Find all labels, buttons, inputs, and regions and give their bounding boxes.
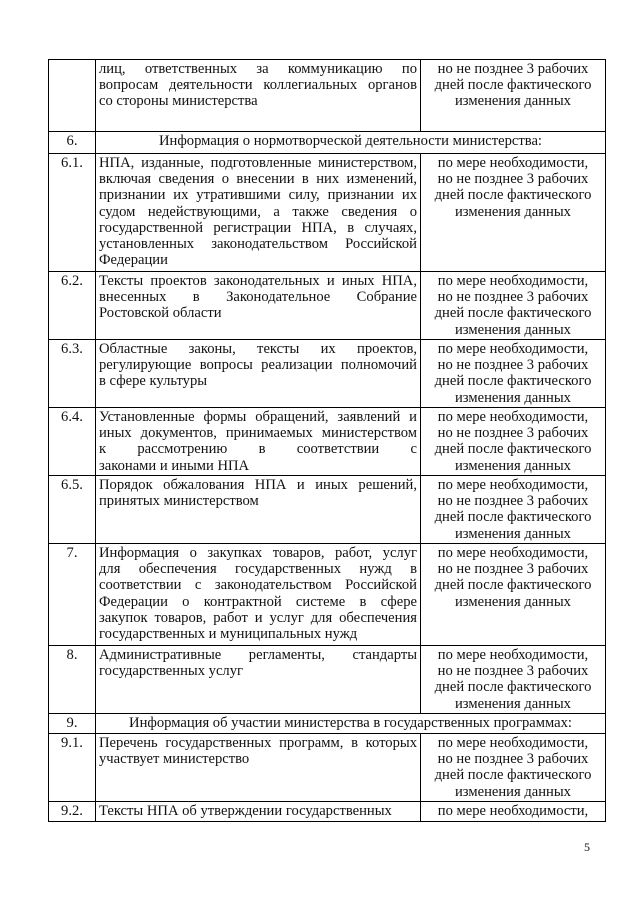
section-title: Информация об участии министерства в государственных программах: [96,714,606,734]
item-deadline [421,544,606,646]
description-line: государственных и муниципальных нужд [99,626,358,643]
item-description [96,734,421,802]
item-number: 6.5. [49,476,96,544]
description-line: Ростовской области [99,305,222,322]
description-line: Федерации [99,252,168,269]
description-line: признании их утратившими силу, признании их [99,187,417,204]
item-deadline [421,646,606,714]
description-line: принятых министерством [99,493,259,510]
section-title: Информация о нормотворческой деятельности министерства: [96,132,606,154]
item-deadline [421,340,606,408]
document-table [48,59,606,822]
table-row [49,60,606,132]
deadline-line: но не позднее 3 рабочих [437,289,589,306]
deadline-line: по мере необходимости, [437,155,589,171]
deadline-line: дней после фактического [434,767,592,784]
table-row [49,340,606,408]
item-number: 7. [49,544,96,646]
deadline-line: дней после фактического [434,679,592,696]
description-line: судом недействующими, а также сведения о [99,203,417,220]
item-description [96,340,421,408]
description-line: внесенных в Законодательное Собрание [99,289,417,306]
description-line: Перечень государственных программ, в которых [99,735,417,751]
table-row [49,734,606,802]
item-deadline [421,154,606,272]
description-line: закупок товаров, работ и услуг для обеспечения [99,609,417,626]
description-line: со стороны министерства [99,93,258,110]
item-description [96,544,421,646]
item-number: 9.1. [49,734,96,802]
deadline-line: но не позднее 3 рабочих [437,493,589,510]
description-line: государственной регистрации НПА, в случаях, [99,219,417,236]
deadline-line: изменения данных [455,593,571,610]
deadline-line: по мере необходимости, [437,735,589,751]
deadline-line: дней после фактического [434,305,592,322]
description-line: Тексты проектов законодательных и иных НПА, [99,273,417,289]
deadline-line: изменения данных [455,93,571,110]
deadline-line: но не позднее 3 рабочих [437,425,589,442]
description-line: участвует министерство [99,751,250,768]
description-line: Федерации о контрактной системе в сфере [99,593,417,610]
description-line: Областные законы, тексты их проектов, [99,341,417,357]
section-row [49,132,606,154]
deadline-line: по мере необходимости, [437,341,589,357]
description-line: Порядок обжалования НПА и иных решений, [99,477,417,493]
deadline-line: но не позднее 3 рабочих [437,61,589,77]
table-row [49,154,606,272]
description-line: лиц, ответственных за коммуникацию по [99,61,417,77]
table-row [49,646,606,714]
item-description [96,60,421,132]
item-description [96,154,421,272]
table-row [49,544,606,646]
deadline-line: но не позднее 3 рабочих [437,561,589,578]
deadline-line: изменения данных [455,695,571,712]
description-line: в сфере культуры [99,373,208,390]
section-row [49,714,606,734]
item-description [96,646,421,714]
deadline-line: дней после фактического [434,373,592,390]
deadline-line: по мере необходимости, [437,409,589,425]
deadline-line: изменения данных [455,389,571,406]
item-number: 9.2. [49,802,96,822]
description-line: законами и иными НПА [99,457,250,474]
item-description [96,408,421,476]
deadline-line: но не позднее 3 рабочих [437,751,589,768]
item-number: 6.1. [49,154,96,272]
description-line: к рассмотрению в соответствии с [99,441,417,458]
description-line: государственных услуг [99,663,243,680]
description-line: для обеспечения государственных нужд в [99,561,417,578]
page-number: 5 [584,840,590,854]
deadline-line: по мере необходимости, [437,545,589,561]
item-deadline [421,476,606,544]
table-row [49,802,606,822]
table-row [49,408,606,476]
deadline-line: по мере необходимости, [437,477,589,493]
deadline-line: но не позднее 3 рабочих [437,357,589,374]
description-line: Установленные формы обращений, заявлений и [99,409,417,425]
item-number: 6.3. [49,340,96,408]
deadline-line: изменения данных [455,457,571,474]
section-number: 6. [49,132,96,154]
item-number: 6.4. [49,408,96,476]
description-line: вопросам деятельности коллегиальных органов [99,77,417,94]
description-line: включая сведения о внесении в них изменений, [99,171,417,188]
deadline-line: но не позднее 3 рабочих [437,171,589,188]
description-line: НПА, изданные, подготовленные министерством, [99,155,417,171]
description-line: установленных законодательством Российской [99,236,417,253]
description-line: Информация о закупках товаров, работ, услуг [99,545,417,561]
item-deadline [421,408,606,476]
deadline-line: дней после фактического [434,577,592,594]
item-number: 6.2. [49,272,96,340]
deadline-line: изменения данных [455,203,571,220]
deadline-line: изменения данных [455,525,571,542]
item-deadline [421,272,606,340]
deadline-line: дней после фактического [434,77,592,94]
item-deadline [421,802,606,822]
item-description [96,476,421,544]
table-row [49,272,606,340]
table-row [49,476,606,544]
deadline-line: дней после фактического [434,441,592,458]
item-number [49,60,96,132]
item-number: 8. [49,646,96,714]
description-line: Тексты НПА об утверждении государственных [99,803,392,819]
deadline-line: по мере необходимости, [437,647,589,663]
description-line: регулирующие вопросы реализации полномочий [99,357,417,374]
item-description [96,802,421,822]
section-number: 9. [49,714,96,734]
item-deadline [421,60,606,132]
item-deadline [421,734,606,802]
item-description [96,272,421,340]
deadline-line: но не позднее 3 рабочих [437,663,589,680]
deadline-line: по мере необходимости, [437,273,589,289]
deadline-line: изменения данных [455,321,571,338]
description-line: соответствии с законодательством Российской [99,577,417,594]
description-line: Административные регламенты, стандарты [99,647,417,663]
deadline-line: дней после фактического [434,187,592,204]
deadline-line: дней после фактического [434,509,592,526]
description-line: иных документов, принимаемых министерством [99,425,417,442]
document-table-body [49,60,606,822]
deadline-line: по мере необходимости, [437,803,589,819]
deadline-line: изменения данных [455,783,571,800]
